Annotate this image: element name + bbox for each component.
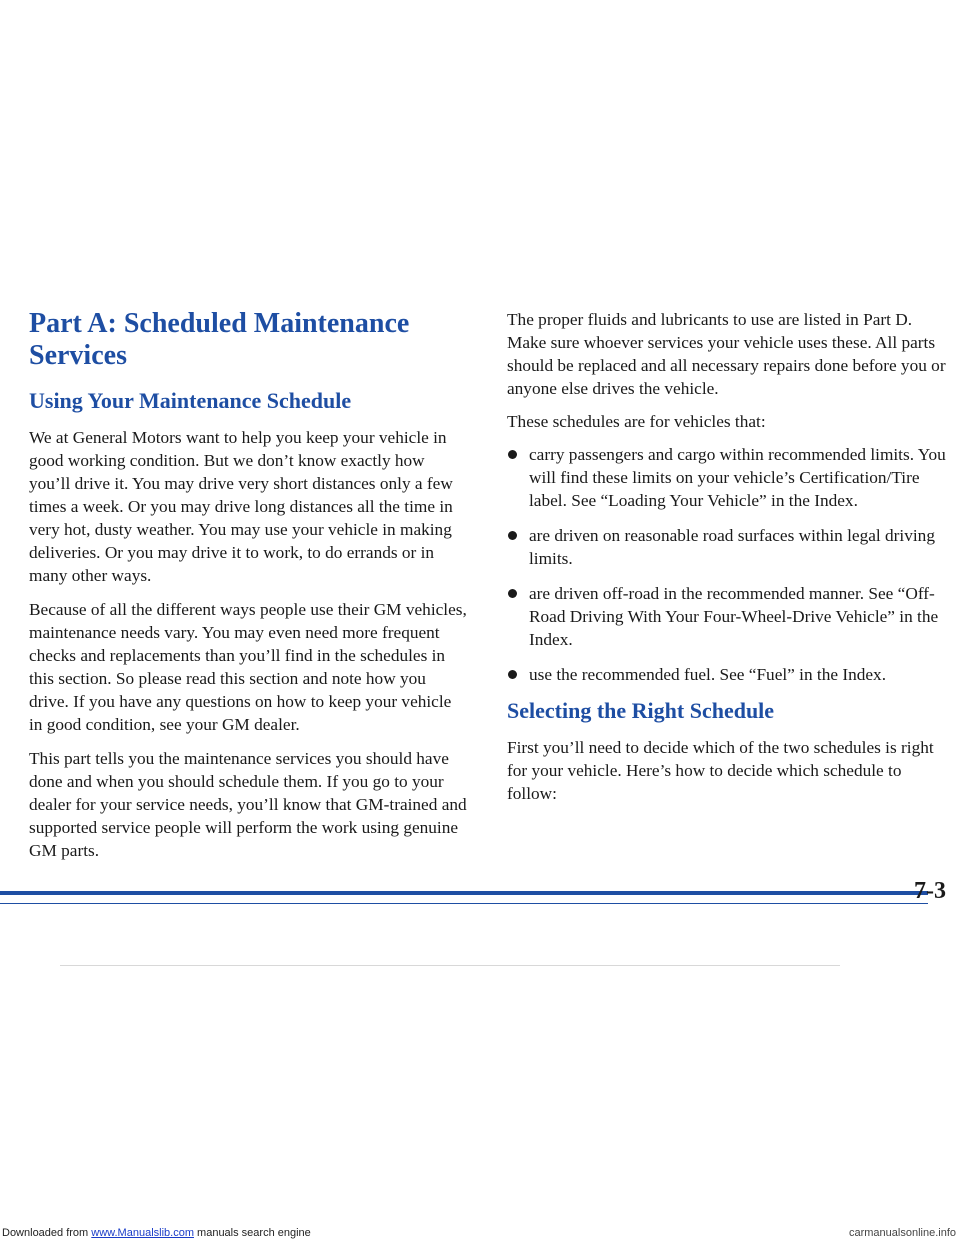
bullet-icon bbox=[508, 531, 517, 540]
scan-artifact-line bbox=[60, 965, 840, 966]
right-column bbox=[507, 308, 947, 815]
list-item bbox=[507, 663, 947, 686]
part-title: Part A: Scheduled Maintenance Services bbox=[29, 308, 410, 371]
section-title-selecting-schedule: Selecting the Right Schedule bbox=[507, 698, 775, 723]
footer-rule bbox=[0, 891, 928, 895]
list-item-text: are driven on reasonable road surfaces within legal driving limits. bbox=[529, 526, 935, 568]
banner-text bbox=[2, 1224, 311, 1242]
list-item-text: are driven off-road in the recommended manner. See “Off-Road Driving With Your Four-Wheel-Drive Vehicle” in the Index. bbox=[529, 584, 939, 649]
bullet-icon bbox=[508, 450, 517, 459]
paragraph: Because of all the different ways people use their GM vehicles, maintenance needs vary. You may even need more frequent checks and replacements than you’ll find in the schedules in this section. So please read this section and note how you drive. If you have any questions on how to keep your vehicle in good condition, see your GM dealer. bbox=[29, 600, 467, 734]
left-column bbox=[29, 308, 469, 873]
paragraph: We at General Motors want to help you keep your vehicle in good working condition. But we don’t know exactly how you’ll drive it. You may drive very short distances only a few times a week. Or you may drive long distances all the time in very hot, dusty weather. You may use your vehicle in making deliveries. Or you may drive it to work, to do errands or in many other ways. bbox=[29, 428, 453, 585]
watermark: carmanualsonline.info bbox=[848, 1227, 956, 1239]
vehicle-conditions-list bbox=[507, 443, 947, 686]
list-item bbox=[507, 443, 947, 512]
paragraph: The proper fluids and lubricants to use are listed in Part D. Make sure whoever services your vehicle uses these. All parts should be replaced and all necessary repairs done before you or anyone else drives the vehicle. bbox=[507, 310, 946, 398]
paragraph: This part tells you the maintenance services you should have done and when you should schedule them. If you go to your dealer for your service needs, you’ll know that GM-trained and supported service people will perform the work using genuine GM parts. bbox=[29, 749, 467, 860]
download-banner bbox=[0, 1224, 960, 1242]
list-item-text: carry passengers and cargo within recommended limits. You will find these limits on your vehicle’s Certification/Tire label. See “Loading Your Vehicle” in the Index. bbox=[529, 445, 946, 510]
list-item bbox=[507, 524, 947, 570]
banner-prefix: Downloaded from bbox=[2, 1227, 92, 1239]
bullet-icon bbox=[508, 589, 517, 598]
footer-rule-thin bbox=[0, 903, 928, 904]
page-number: 7-3 bbox=[914, 878, 946, 904]
list-item-text: use the recommended fuel. See “Fuel” in the Index. bbox=[529, 665, 887, 684]
bullet-icon bbox=[508, 670, 517, 679]
paragraph: These schedules are for vehicles that: bbox=[507, 412, 766, 431]
list-item bbox=[507, 582, 947, 651]
section-title-maintenance-schedule: Using Your Maintenance Schedule bbox=[29, 388, 352, 413]
banner-suffix: manuals search engine bbox=[193, 1227, 311, 1239]
manualslib-link[interactable]: www.Manualslib.com bbox=[91, 1227, 194, 1239]
paragraph: First you’ll need to decide which of the two schedules is right for your vehicle. Here’s how to decide which schedule to follow: bbox=[507, 738, 934, 803]
